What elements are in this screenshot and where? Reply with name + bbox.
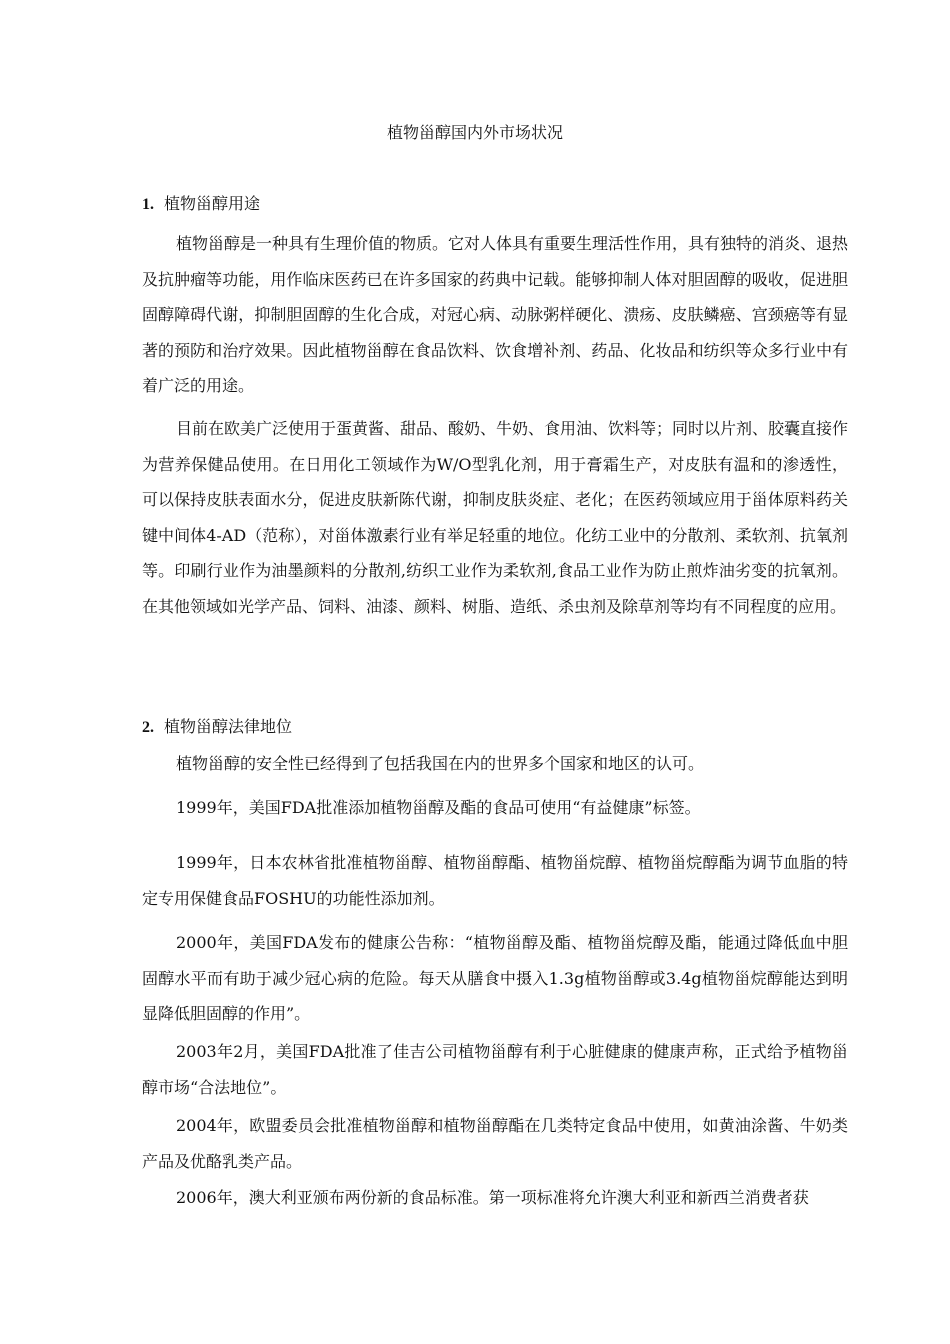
paragraph: 植物甾醇是一种具有生理价值的物质。它对人体具有重要生理活性作用，具有独特的消炎、退热及抗肿瘤等功能，用作临床医药已在许多国家的药典中记载。能够抑制人体对胆固醇的吸收，促进胆固醇障碍代谢，抑制胆固醇的生化合成，对冠心病、动脉粥样硬化、溃疡、皮肤鳞癌、宫颈癌等有显著的预防和治疗效果。因此植物甾醇在食品饮料、饮食增补剂、药品、化妆品和纺织等众多行业中有着广泛的用途。 (142, 234, 849, 395)
paragraph: 1999年，日本农林省批准植物甾醇、植物甾醇酯、植物甾烷醇、植物甾烷醇酯为调节血脂的特定专用保健食品FOSHU的功能性添加剂。 (142, 853, 848, 908)
section-heading (142, 716, 292, 739)
section-title: 植物甾醇用途 (164, 194, 261, 213)
paragraph: 2000年，美国FDA发布的健康公告称：“植物甾醇及酯、植物甾烷醇及酯，能通过降低血中胆固醇水平而有助于减少冠心病的危险。每天从膳食中摄入1.3g植物甾醇或3.4g植物甾烷醇能达到明显降低胆固醇的作用”。 (142, 933, 848, 1023)
paragraph: 目前在欧美广泛使用于蛋黄酱、甜品、酸奶、牛奶、食用油、饮料等；同时以片剂、胶囊直接作为营养保健品使用。在日用化工领域作为W/O型乳化剂，用于膏霜生产，对皮肤有温和的渗透性，可以保持皮肤表面水分，促进皮肤新陈代谢，抑制皮肤炎症、老化；在医药领域应用于甾体原料药关键中间体4-AD（范称），对甾体激素行业有举足轻重的地位。化纺工业中的分散剂、柔软剂、抗氧剂等。印刷行业作为油墨颜料的分散剂,纺织工业作为柔软剂,食品工业作为防止煎炸油劣变的抗氧剂。在其他领域如光学产品、饲料、油漆、颜料、树脂、造纸、杀虫剂及除草剂等均有不同程度的应用。 (142, 419, 849, 616)
paragraph: 1999年，美国FDA批准添加植物甾醇及酯的食品可使用“有益健康”标签。 (176, 798, 701, 817)
paragraph: 2003年2月，美国FDA批准了佳吉公司植物甾醇有利于心脏健康的健康声称，正式给予植物甾醇市场“合法地位”。 (142, 1042, 848, 1097)
paragraph: 2006年，澳大利亚颁布两份新的食品标准。第一项标准将允许澳大利亚和新西兰消费者获 (176, 1188, 809, 1207)
paragraph: 2004年，欧盟委员会批准植物甾醇和植物甾醇酯在几类特定食品中使用，如黄油涂酱、牛奶类产品及优酪乳类产品。 (142, 1116, 848, 1171)
section-number: 2. (142, 719, 154, 736)
section-heading (142, 193, 260, 216)
section-number: 1. (142, 196, 154, 213)
document-title: 植物甾醇国内外市场状况 (386, 123, 563, 142)
section-title: 植物甾醇法律地位 (164, 717, 293, 736)
paragraph: 植物甾醇的安全性已经得到了包括我国在内的世界多个国家和地区的认可。 (176, 754, 705, 773)
